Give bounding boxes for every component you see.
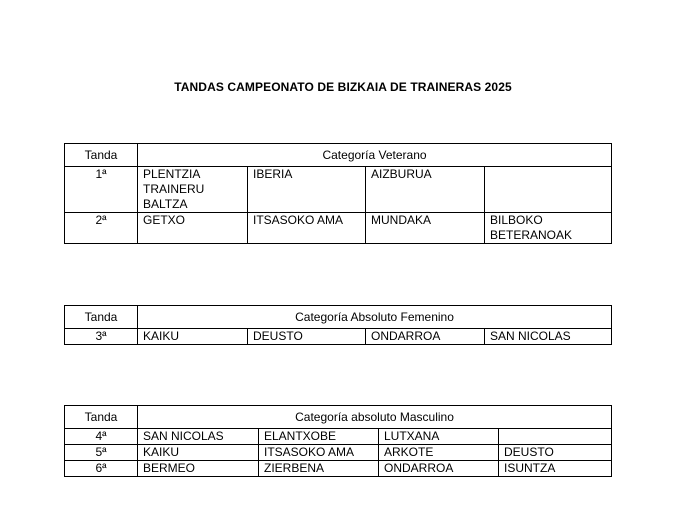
team-cell: BILBOKO BETERANOAK xyxy=(485,213,612,244)
team-cell: KAIKU xyxy=(138,329,248,345)
team-cell: KAIKU xyxy=(138,445,259,461)
tanda-number: 2ª xyxy=(65,213,138,244)
masculino-table xyxy=(64,405,612,477)
tanda-number: 4ª xyxy=(65,429,138,445)
table-row xyxy=(65,213,612,244)
team-cell xyxy=(499,429,612,445)
team-cell: ONDARROA xyxy=(379,461,499,477)
tanda-number: 1ª xyxy=(65,167,138,213)
team-cell: AIZBURUA xyxy=(366,167,485,213)
table-row xyxy=(65,445,612,461)
table-row xyxy=(65,329,612,345)
table-row xyxy=(65,429,612,445)
table-row xyxy=(65,167,612,213)
tanda-number: 5ª xyxy=(65,445,138,461)
team-cell: BERMEO xyxy=(138,461,259,477)
table-row xyxy=(65,461,612,477)
femenino-category-header: Categoría Absoluto Femenino xyxy=(138,306,612,329)
team-cell: LUTXANA xyxy=(379,429,499,445)
team-cell: PLENTZIA TRAINERU BALTZA xyxy=(138,167,248,213)
team-cell: ELANTXOBE xyxy=(259,429,379,445)
tanda-header: Tanda xyxy=(65,144,138,167)
veterano-table xyxy=(64,143,612,244)
team-cell: SAN NICOLAS xyxy=(485,329,612,345)
document-title: TANDAS CAMPEONATO DE BIZKAIA DE TRAINERAS 2025 xyxy=(174,80,512,94)
team-cell: ITSASOKO AMA xyxy=(248,213,366,244)
team-cell: ONDARROA xyxy=(366,329,485,345)
femenino-header-row xyxy=(65,306,612,329)
team-cell: ZIERBENA xyxy=(259,461,379,477)
team-cell xyxy=(485,167,612,213)
masculino-category-header: Categoría absoluto Masculino xyxy=(138,406,612,429)
tanda-number: 3ª xyxy=(65,329,138,345)
team-cell: IBERIA xyxy=(248,167,366,213)
veterano-category-header: Categoría Veterano xyxy=(138,144,612,167)
team-cell: MUNDAKA xyxy=(366,213,485,244)
team-cell: ARKOTE xyxy=(379,445,499,461)
team-cell: ISUNTZA xyxy=(499,461,612,477)
tanda-header: Tanda xyxy=(65,306,138,329)
team-cell: DEUSTO xyxy=(499,445,612,461)
tanda-header: Tanda xyxy=(65,406,138,429)
team-cell: GETXO xyxy=(138,213,248,244)
femenino-table xyxy=(64,305,612,345)
team-cell: SAN NICOLAS xyxy=(138,429,259,445)
masculino-header-row xyxy=(65,406,612,429)
veterano-header-row xyxy=(65,144,612,167)
tanda-number: 6ª xyxy=(65,461,138,477)
team-cell: ITSASOKO AMA xyxy=(259,445,379,461)
team-cell: DEUSTO xyxy=(248,329,366,345)
